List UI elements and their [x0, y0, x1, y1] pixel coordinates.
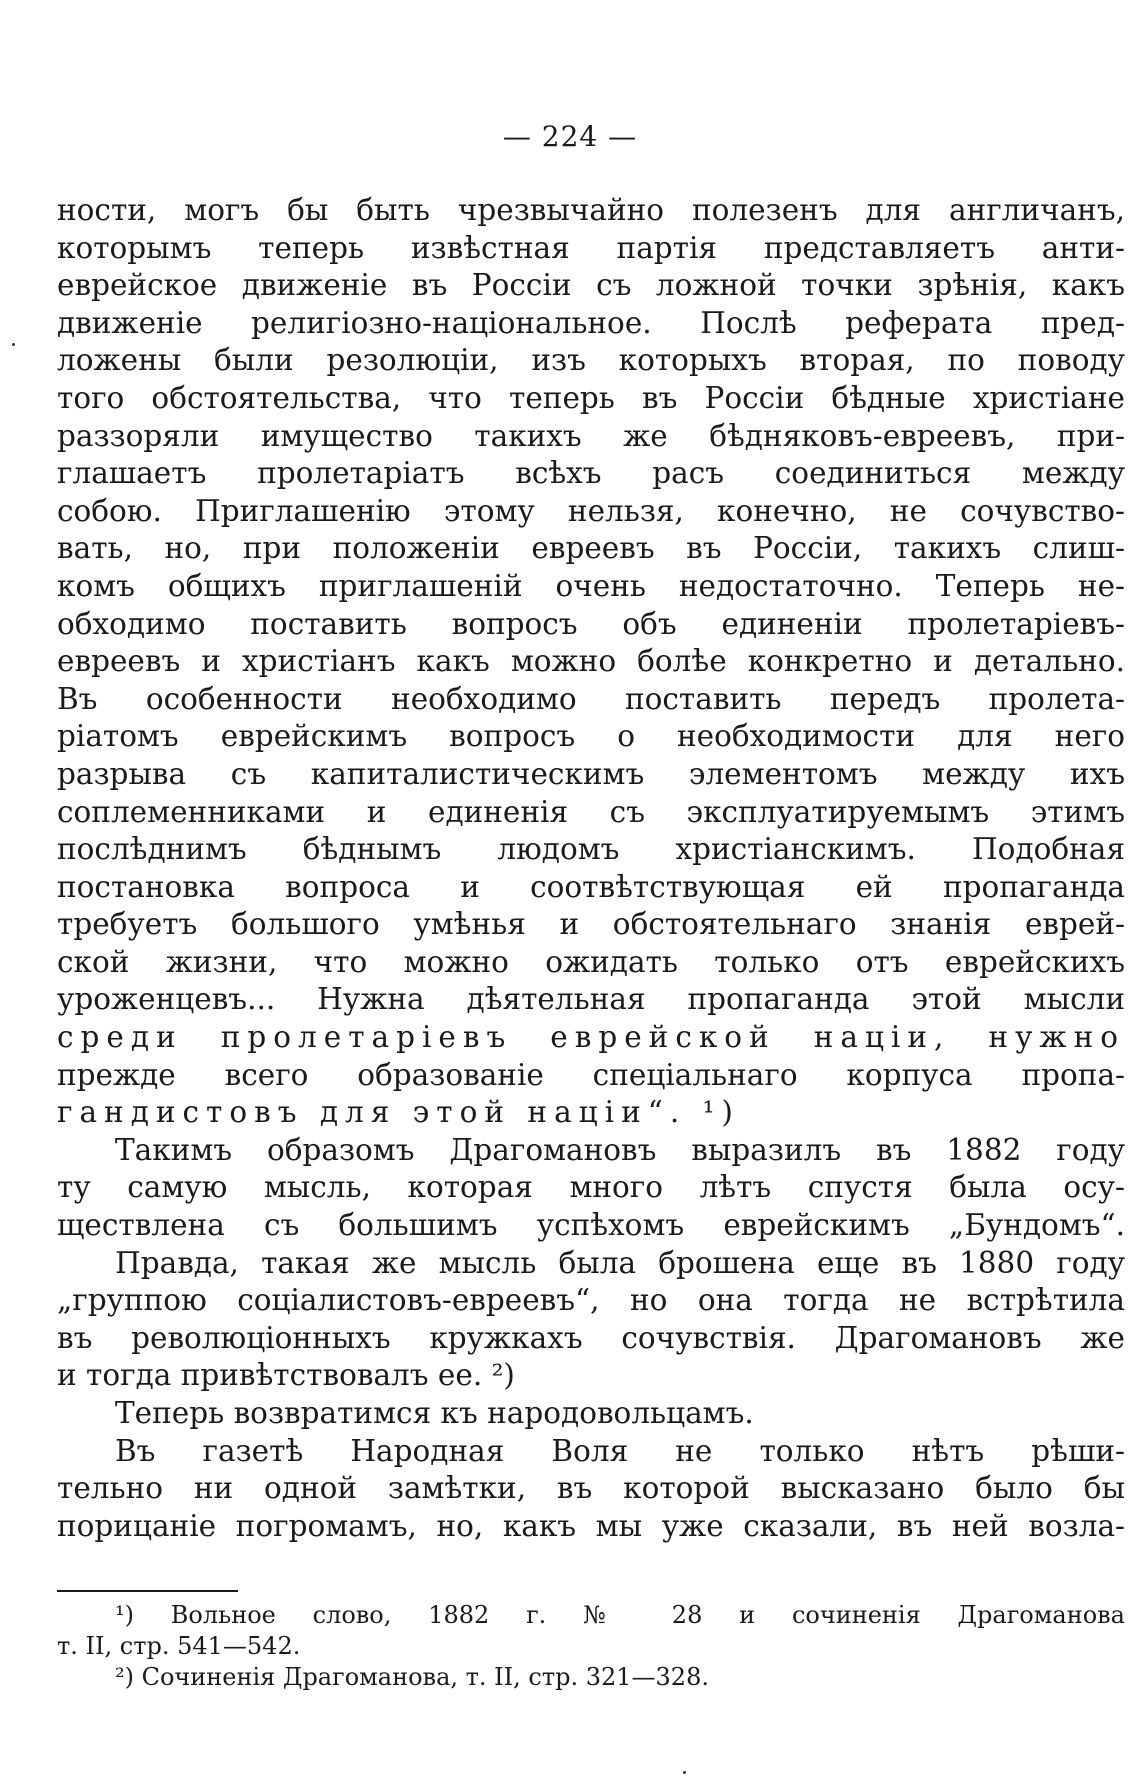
text-line: раззоряли имущество такихъ же бѣдняковъ-евреевъ, при- [57, 418, 1125, 453]
scan-speck [683, 1771, 686, 1774]
text-line: вать, но, при положеніи евреевъ въ Россіи, такихъ слиш- [57, 531, 1125, 566]
text-line: порицаніе погромамъ, но, какъ мы уже сказали, въ ней возла- [57, 1508, 1125, 1543]
text-line: ту самую мысль, которая много лѣтъ спустя была осу- [57, 1170, 1125, 1205]
text-line: разрыва съ капиталистическимъ элементомъ между ихъ [57, 756, 1125, 791]
footnote-divider [57, 1590, 238, 1592]
text-line: собою. Приглашенію этому нельзя, конечно, не сочувство- [57, 493, 1125, 528]
text-line: глашаетъ пролетаріатъ всѣхъ расъ соединиться между [57, 456, 1125, 491]
text-line: обходимо поставить вопросъ объ единеніи пролетаріевъ- [57, 606, 1125, 641]
text-line: движеніе религіозно-національное. Послѣ реферата пред- [57, 305, 1125, 340]
body-text [57, 192, 1125, 1545]
text-line: Въ газетѣ Народная Воля не только нѣтъ рѣши- [115, 1433, 1125, 1468]
text-line: ществлена съ большимъ успѣхомъ еврейскимъ „Бундомъ“. [57, 1208, 1125, 1243]
text-line: ской жизни, что можно ожидать только отъ еврейскихъ [57, 944, 1125, 979]
scan-speck [12, 343, 15, 346]
footnote-line: т. II, стр. 541—542. [57, 1632, 301, 1660]
text-line: соплеменниками и единенія съ эксплуатируемымъ этимъ [57, 794, 1125, 829]
page-number: — 224 — [502, 120, 638, 153]
footnote-line: ¹) Вольное слово, 1882 г. № 28 и сочиненія Драгоманова [115, 1601, 1125, 1629]
text-line: тельно ни одной замѣтки, въ которой высказано было бы [57, 1471, 1125, 1506]
text-line: Теперь возвратимся къ народовольцамъ. [115, 1396, 754, 1430]
text-line: Въ особенности необходимо поставить передъ пролета- [57, 681, 1125, 716]
text-line: „группою соціалистовъ-евреевъ“, но она тогда не встрѣтила [57, 1283, 1125, 1318]
text-line: послѣднимъ бѣднымъ людомъ христіанскимъ. Подобная [57, 832, 1125, 867]
text-line: и тогда привѣтствовалъ ее. ²) [57, 1358, 515, 1393]
text-line: прежде всего образованіе спеціальнаго корпуса пропа- [57, 1057, 1125, 1092]
text-line: постановка вопроса и соотвѣтствующая ей пропаганда [57, 869, 1125, 904]
footnotes [57, 1600, 1125, 1693]
text-line: гандистовъ для этой націи“. ¹) [57, 1095, 740, 1130]
text-line: которымъ теперь извѣстная партія представляетъ анти- [57, 230, 1125, 265]
text-line: того обстоятельства, что теперь въ Россіи бѣдные христіане [57, 380, 1125, 415]
footnote-line: ²) Сочиненія Драгоманова, т. II, стр. 321—328. [115, 1663, 709, 1691]
text-line: ріатомъ еврейскимъ вопросъ о необходимости для него [57, 719, 1125, 754]
text-line: требуетъ большого умѣнья и обстоятельнаго знанія еврей- [57, 907, 1125, 942]
text-line: въ революціонныхъ кружкахъ сочувствія. Драгомановъ же [57, 1320, 1125, 1355]
text-line: комъ общихъ приглашеній очень недостаточно. Теперь не- [57, 568, 1125, 603]
text-line: еврейское движеніе въ Россіи съ ложной точки зрѣнія, какъ [57, 268, 1125, 303]
text-line: евреевъ и христіанъ какъ можно болѣе конкретно и детально. [57, 644, 1125, 679]
text-line: уроженцевъ... Нужна дѣятельная пропаганда этой мысли [57, 982, 1125, 1017]
text-line: ности, могъ бы быть чрезвычайно полезенъ для англичанъ, [57, 193, 1125, 227]
text-line: Такимъ образомъ Драгомановъ выразилъ въ 1882 году [115, 1132, 1125, 1167]
text-line: Правда, такая же мысль была брошена еще въ 1880 году [115, 1245, 1125, 1280]
text-line: ложены были резолюціи, изъ которыхъ вторая, по поводу [57, 343, 1125, 378]
text-line: среди пролетаріевъ еврейской націи, нужно [57, 1020, 1125, 1055]
